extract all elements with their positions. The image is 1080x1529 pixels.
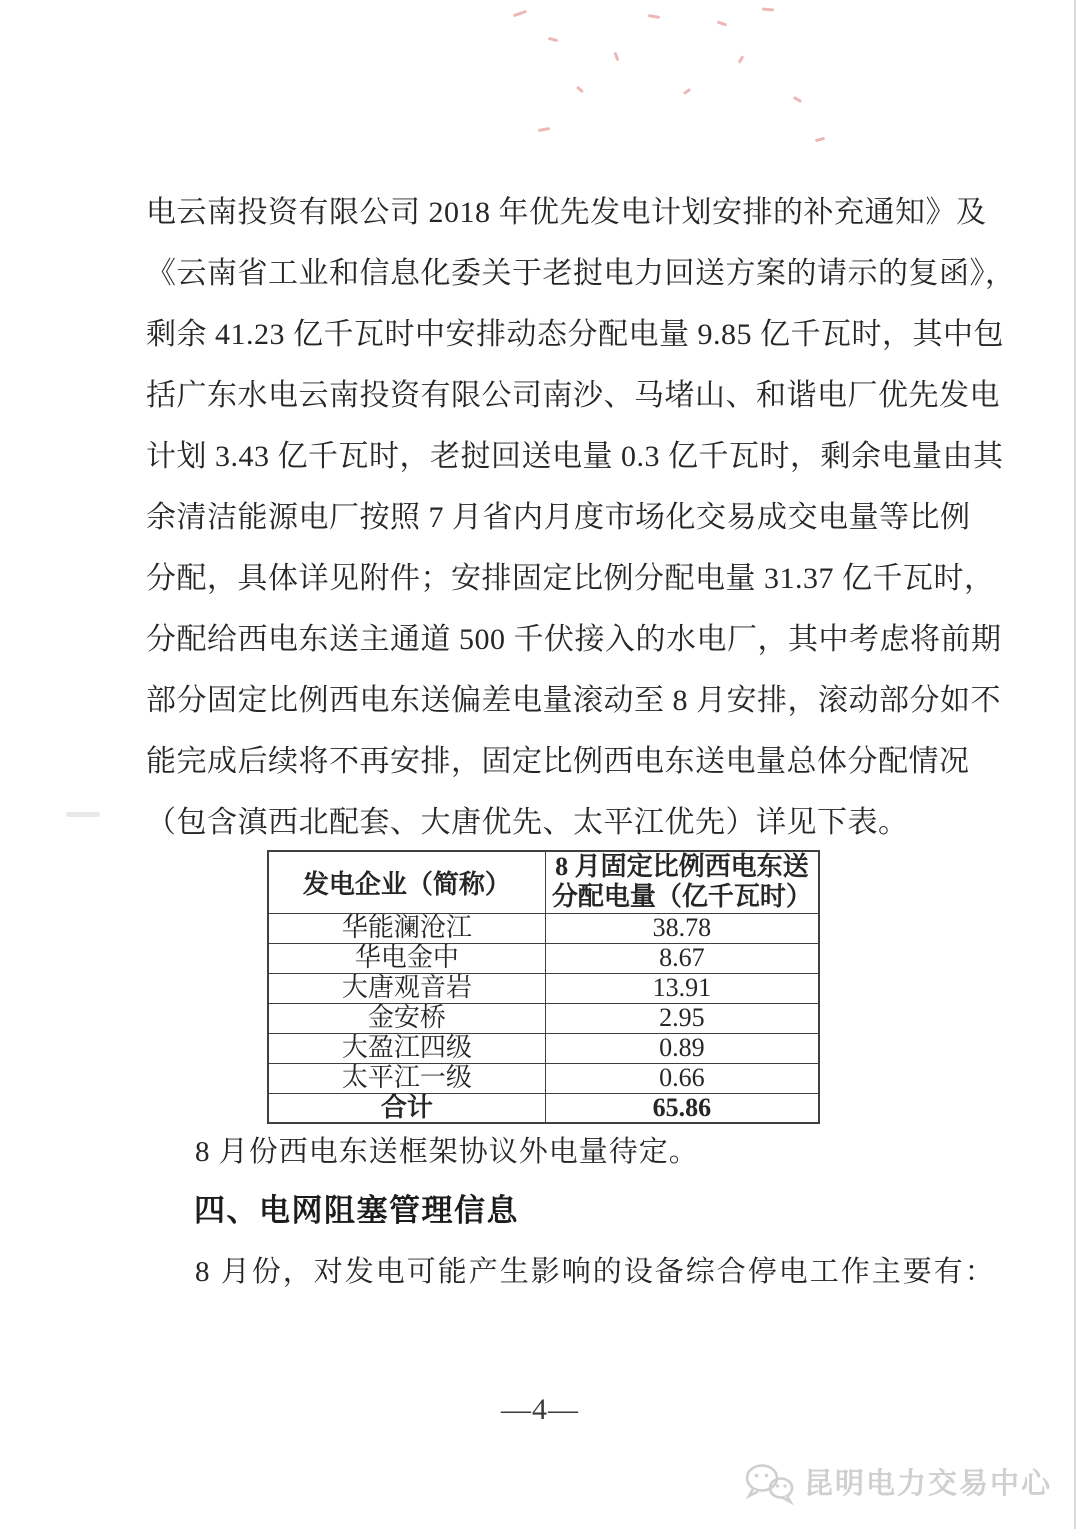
value-cell: 8.67 — [545, 943, 819, 973]
footer-watermark — [743, 1462, 1052, 1506]
allocation-table — [267, 850, 820, 1124]
table-row — [268, 973, 819, 1003]
red-speck — [738, 55, 745, 63]
scan-artifacts — [0, 0, 1080, 170]
value-cell: 2.95 — [545, 1003, 819, 1033]
total-label-cell: 合计 — [268, 1093, 545, 1123]
page-edge-line — [1074, 0, 1076, 1529]
wechat-icon — [743, 1463, 795, 1505]
red-speck — [717, 20, 727, 26]
value-cell: 38.78 — [545, 913, 819, 943]
paragraph-line: 计划 3.43 亿千瓦时，老挝回送电量 0.3 亿千瓦时，剩余电量由其 — [146, 440, 1004, 473]
red-speck — [513, 10, 527, 18]
paragraph-line: 余清洁能源电厂按照 7 月省内月度市场化交易成交电量等比例 — [146, 501, 971, 534]
red-speck — [793, 96, 802, 103]
company-cell: 太平江一级 — [268, 1063, 545, 1093]
paragraph-line: 电云南投资有限公司 2018 年优先发电计划安排的补充通知》及 — [146, 196, 987, 229]
table-row — [268, 1063, 819, 1093]
table-header-allocation — [545, 851, 819, 913]
red-speck — [614, 52, 620, 61]
paragraph-line: 分配给西电东送主通道 500 千伏接入的水电厂，其中考虑将前期 — [146, 623, 1002, 656]
paragraph-line: 分配，具体详见附件；安排固定比例分配电量 31.37 亿千瓦时， — [146, 562, 995, 595]
value-cell: 13.91 — [545, 973, 819, 1003]
company-cell: 大盈江四级 — [268, 1033, 545, 1063]
table-row — [268, 913, 819, 943]
table-header-row — [268, 851, 819, 913]
red-speck — [762, 7, 774, 11]
table-header-company: 发电企业（简称） — [268, 851, 545, 913]
total-value-cell: 65.86 — [545, 1093, 819, 1123]
company-cell: 金安桥 — [268, 1003, 545, 1033]
paragraph-line: 《云南省工业和信息化委关于老挝电力回送方案的请示的复函》， — [146, 257, 1016, 290]
table-row — [268, 1033, 819, 1063]
table-row — [268, 943, 819, 973]
paragraph-line: 剩余 41.23 亿千瓦时中安排动态分配电量 9.85 亿千瓦时，其中包 — [146, 318, 1004, 351]
company-cell: 华能澜沧江 — [268, 913, 545, 943]
red-speck — [815, 137, 825, 142]
paragraph-line: 能完成后续将不再安排，固定比例西电东送电量总体分配情况 — [146, 745, 970, 778]
watermark-text: 昆明电力交易中心 — [803, 1468, 1052, 1500]
body-paragraph — [146, 182, 1016, 853]
red-speck — [548, 37, 558, 42]
company-cell: 大唐观音岩 — [268, 973, 545, 1003]
paragraph-line: 部分固定比例西电东送偏差电量滚动至 8 月安排，滚动部分如不 — [146, 684, 1001, 717]
section-heading: 四、电网阻塞管理信息 — [194, 1193, 519, 1228]
table-total-row — [268, 1093, 819, 1123]
table-header-line: 分配电量（亿千瓦时） — [551, 882, 812, 912]
section-intro: 8 月份，对发电可能产生影响的设备综合停电工作主要有： — [195, 1256, 996, 1288]
paragraph-line: 括广东水电云南投资有限公司南沙、马堵山、和谐电厂优先发电 — [146, 379, 1000, 412]
table-header-line: 8 月固定比例西电东送 — [555, 852, 809, 882]
table-row — [268, 1003, 819, 1033]
paragraph-line: （包含滇西北配套、大唐优先、太平江优先）详见下表。 — [146, 806, 909, 839]
company-cell: 华电金中 — [268, 943, 545, 973]
red-speck — [683, 88, 691, 95]
red-speck — [538, 127, 550, 132]
red-speck — [648, 14, 660, 19]
value-cell: 0.89 — [545, 1033, 819, 1063]
value-cell: 0.66 — [545, 1063, 819, 1093]
closing-note: 8 月份西电东送框架协议外电量待定。 — [195, 1136, 699, 1168]
scan-smudge — [66, 812, 100, 817]
red-speck — [576, 86, 584, 93]
page-number: —4— — [501, 1393, 579, 1426]
